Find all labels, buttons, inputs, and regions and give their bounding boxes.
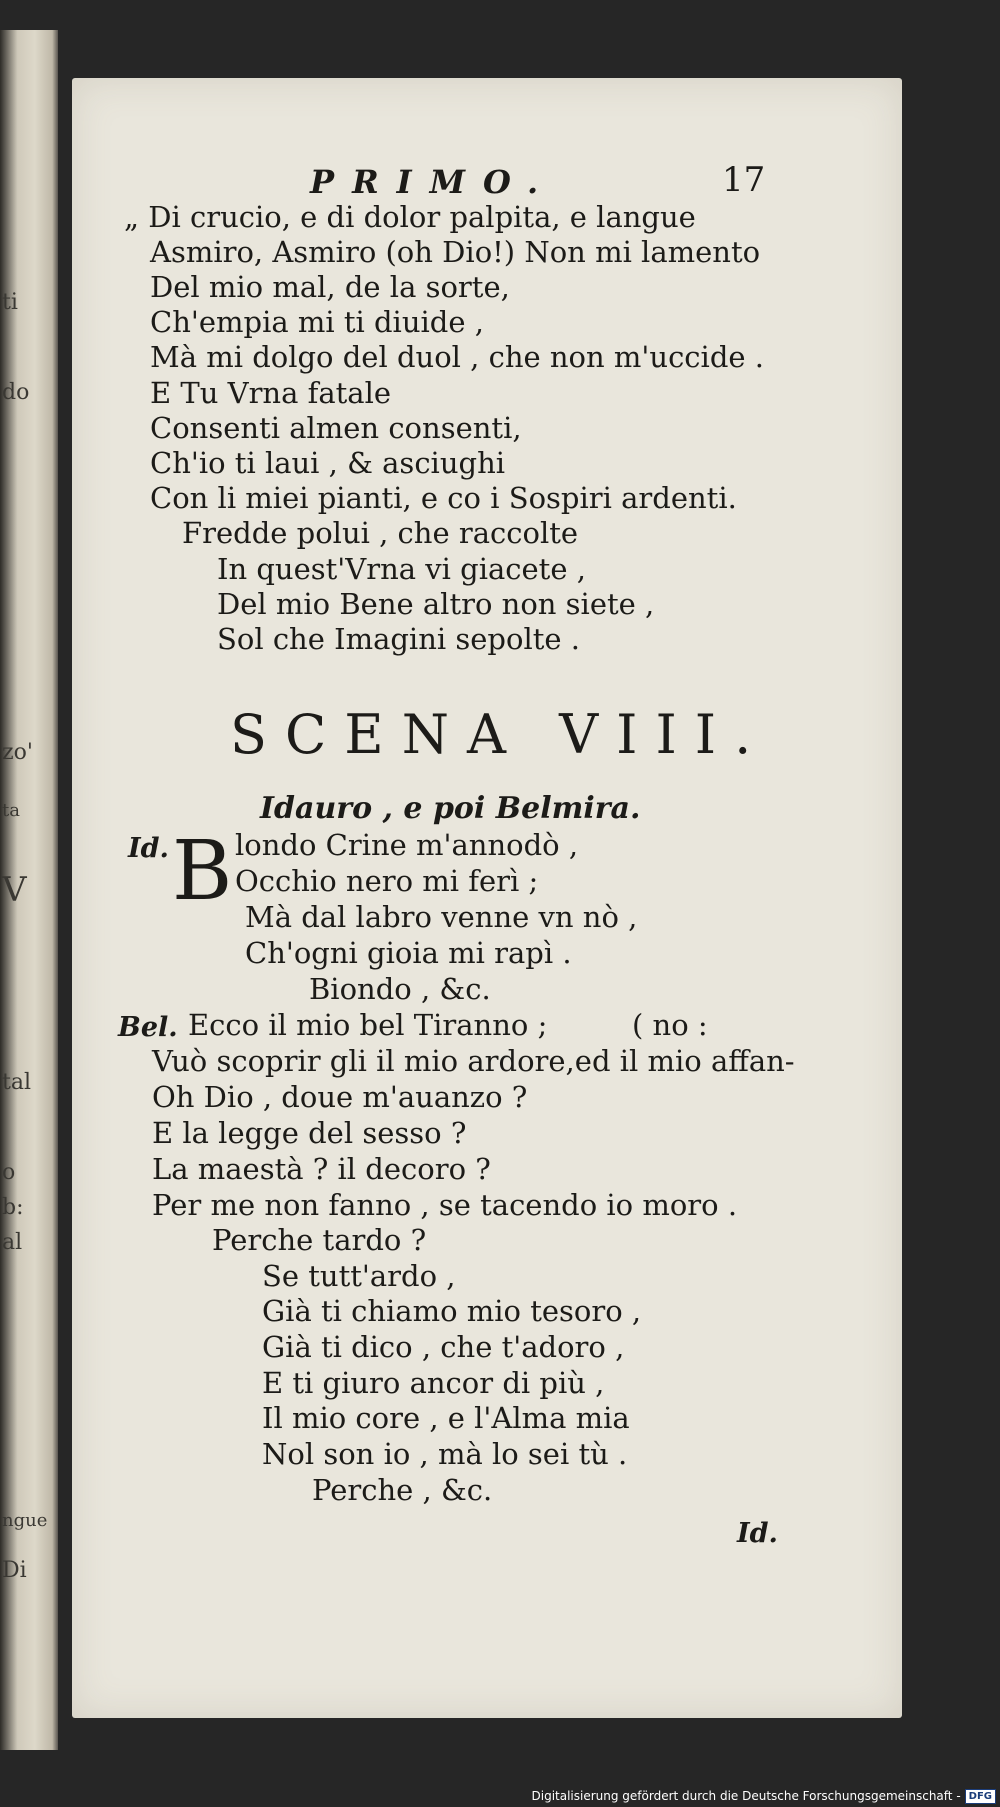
verse-line: Con li miei pianti, e co i Sospiri ardenti. [150,481,737,515]
digitization-footer [532,1787,997,1805]
dialogue-line: E la legge del sesso ? [152,1116,467,1150]
spine-text-fragment: ti [2,290,18,315]
catchword: Id. [737,1518,778,1549]
dialogue-line: Ecco il mio bel Tiranno ; [188,1008,548,1042]
spine-text-fragment: ta [2,800,20,821]
running-title: PRIMO. [310,163,557,201]
verse-line: Del mio mal, de la sorte, [150,270,510,304]
spine-text-fragment: tal [2,1070,31,1095]
verse-line: E Tu Vrna fatale [150,376,392,410]
scene-title: SCENA VIII. [230,703,770,766]
verse-line: Del mio Bene altro non siete , [217,587,655,621]
verse-line: Consenti almen consenti, [150,411,522,445]
verse-line: Asmiro, Asmiro (oh Dio!) Non mi lamento [150,235,761,269]
aria-line: Occhio nero mi ferì ; [235,864,539,898]
spine-text-fragment: al [2,1230,23,1255]
verse-line: Fredde polui , che raccolte [182,516,579,550]
verse-line: „ Di crucio, e di dolor palpita, e langue [124,200,696,234]
aria-line: Già ti chiamo mio tesoro , [262,1294,642,1328]
dialogue-line: Vuò scoprir gli il mio ardore,ed il mio affan- [152,1044,795,1078]
dfg-logo: DFG [965,1789,996,1804]
verse-line: Mà mi dolgo del duol , che non m'uccide . [150,340,764,374]
aria-line: Perche tardo ? [212,1223,427,1257]
dialogue-line: La maestà ? il decoro ? [152,1152,491,1186]
aria-line: E ti giuro ancor di più , [262,1366,605,1400]
aria-line: Se tutt'ardo , [262,1259,456,1293]
footer-credit-text: Digitalisierung gefördert durch die Deutsche Forschungsgemeinschaft - [531,1789,961,1803]
aria-line: londo Crine m'annodò , [235,828,579,862]
verse-line: Sol che Imagini sepolte . [217,622,580,656]
scene-persons: Idauro , e poi Belmira. [260,791,641,826]
aria-line: Mà dal labro venne vn nò , [245,900,638,934]
page-number: 17 [722,160,766,200]
verse-line: In quest'Vrna vi giacete , [217,552,586,586]
spine-text-fragment: b: [2,1195,24,1220]
dialogue-line: Per me non fanno , se tacendo io moro . [152,1188,738,1222]
aria-line: Già ti dico , che t'adoro , [262,1330,625,1364]
drop-cap: B [172,824,233,919]
speaker-label: Bel. [118,1012,178,1043]
spine-text-fragment: V [2,870,27,910]
spine-text-fragment: ngue [2,1510,48,1531]
dialogue-line-overflow: ( no : [632,1008,708,1042]
aria-line: Ch'ogni gioia mi rapì . [245,936,572,970]
verse-line: Ch'io ti laui , & asciughi [150,446,506,480]
spine-text-fragment: do [2,380,30,405]
aria-line: Perche , &c. [312,1473,493,1507]
verse-line: Ch'empia mi ti diuide , [150,305,484,339]
book-spine-edge [0,30,58,1750]
spine-text-fragment: Di [2,1558,27,1583]
spine-text-fragment: zo' [2,740,33,765]
book-page [72,78,902,1718]
aria-line: Il mio core , e l'Alma mia [262,1401,630,1435]
aria-line: Biondo , &c. [309,972,491,1006]
aria-line: Nol son io , mà lo sei tù . [262,1437,628,1471]
dialogue-line: Oh Dio , doue m'auanzo ? [152,1080,528,1114]
speaker-label: Id. [128,833,169,864]
spine-text-fragment: o [2,1160,16,1185]
